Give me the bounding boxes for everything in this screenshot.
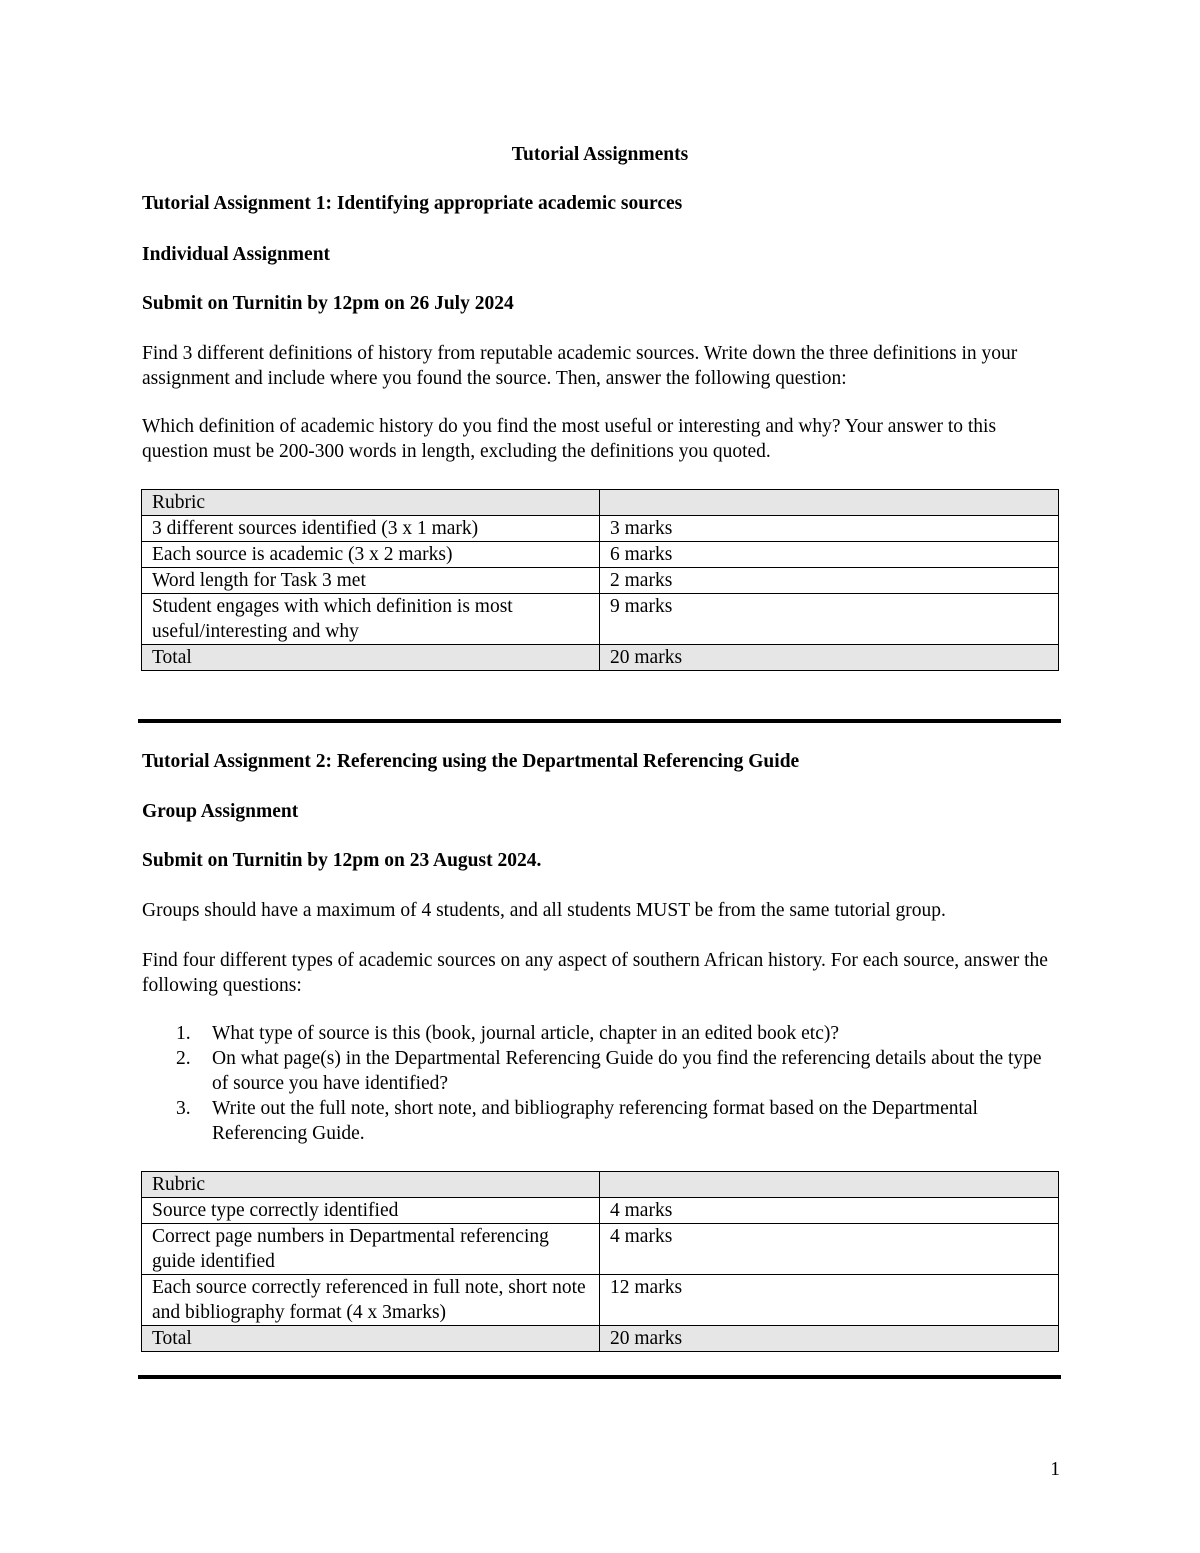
- list-item-text: What type of source is this (book, journal article, chapter in an edited book etc)?: [212, 1023, 840, 1044]
- assignment1-question: Which definition of academic history do you find the most useful or interesting and why? Your answer to this question must be 200-300 words in length, excluding the definitions you quoted.: [142, 416, 997, 462]
- rubric-criterion: Source type correctly identified: [142, 1198, 600, 1224]
- assignment2-type: Group Assignment: [142, 801, 299, 822]
- rubric-marks: 9 marks: [600, 594, 1059, 645]
- assignment1-type: Individual Assignment: [142, 244, 331, 265]
- rubric-marks: 2 marks: [600, 568, 1059, 594]
- assignment2-groups-note: Groups should have a maximum of 4 students, and all students MUST be from the same tutorial group.: [142, 900, 946, 921]
- assignment1-deadline: Submit on Turnitin by 12pm on 26 July 2024: [142, 293, 514, 314]
- rubric-header-row: [142, 490, 1059, 516]
- table-row: [142, 1275, 1059, 1326]
- rubric-header-label: Rubric: [142, 490, 600, 516]
- assignment2-rubric-table: [141, 1171, 1059, 1352]
- table-row: [142, 542, 1059, 568]
- assignment2-question-list: [142, 1021, 1062, 1146]
- list-item-number: 1.: [176, 1023, 191, 1044]
- rubric-header-label: Rubric: [142, 1172, 600, 1198]
- assignment2-deadline: Submit on Turnitin by 12pm on 23 August 2024.: [142, 850, 542, 871]
- list-item-text: On what page(s) in the Departmental Referencing Guide do you find the referencing details about the type of source you have identified?: [212, 1048, 1042, 1094]
- table-row: [142, 516, 1059, 542]
- rubric-criterion: Student engages with which definition is most useful/interesting and why: [142, 594, 600, 645]
- section-divider: [138, 719, 1061, 723]
- rubric-total-label: Total: [142, 645, 600, 671]
- assignment1-instructions: Find 3 different definitions of history from reputable academic sources. Write down the three definitions in your assignment and include where you found the source. Then, answer the following question:: [142, 343, 1018, 389]
- table-row: [142, 1224, 1059, 1275]
- rubric-total-row: [142, 645, 1059, 671]
- assignment1-heading: Tutorial Assignment 1: Identifying appropriate academic sources: [142, 193, 683, 214]
- table-row: [142, 568, 1059, 594]
- rubric-marks: 3 marks: [600, 516, 1059, 542]
- document-title: Tutorial Assignments: [511, 144, 689, 165]
- rubric-criterion: Each source is academic (3 x 2 marks): [142, 542, 600, 568]
- list-item-number: 2.: [176, 1048, 191, 1069]
- rubric-total-row: [142, 1326, 1059, 1352]
- rubric-criterion: Word length for Task 3 met: [142, 568, 600, 594]
- rubric-header-row: [142, 1172, 1059, 1198]
- assignment2-heading: Tutorial Assignment 2: Referencing using the Departmental Referencing Guide: [142, 751, 800, 772]
- rubric-marks: 4 marks: [600, 1198, 1059, 1224]
- table-row: [142, 1198, 1059, 1224]
- list-item-number: 3.: [176, 1098, 191, 1119]
- table-row: [142, 594, 1059, 645]
- rubric-criterion: 3 different sources identified (3 x 1 mark): [142, 516, 600, 542]
- rubric-criterion: Correct page numbers in Departmental referencing guide identified: [142, 1224, 600, 1275]
- section-divider: [138, 1375, 1061, 1379]
- list-item: [142, 1021, 1062, 1046]
- list-item: [142, 1046, 1062, 1096]
- assignment2-instructions: Find four different types of academic sources on any aspect of southern African history. For each source, answer the following questions:: [142, 950, 1048, 996]
- rubric-total-marks: 20 marks: [600, 1326, 1059, 1352]
- rubric-marks: 6 marks: [600, 542, 1059, 568]
- rubric-total-marks: 20 marks: [600, 645, 1059, 671]
- page-number: 1: [1050, 1459, 1060, 1480]
- rubric-total-label: Total: [142, 1326, 600, 1352]
- list-item-text: Write out the full note, short note, and bibliography referencing format based on the Departmental Referencing Guide.: [212, 1098, 978, 1144]
- rubric-marks: 12 marks: [600, 1275, 1059, 1326]
- rubric-criterion: Each source correctly referenced in full note, short note and bibliography format (4 x 3marks): [142, 1275, 600, 1326]
- list-item: [142, 1096, 1062, 1146]
- rubric-header-marks: [600, 490, 1059, 516]
- rubric-marks: 4 marks: [600, 1224, 1059, 1275]
- assignment1-rubric-table: [141, 489, 1059, 671]
- rubric-header-marks: [600, 1172, 1059, 1198]
